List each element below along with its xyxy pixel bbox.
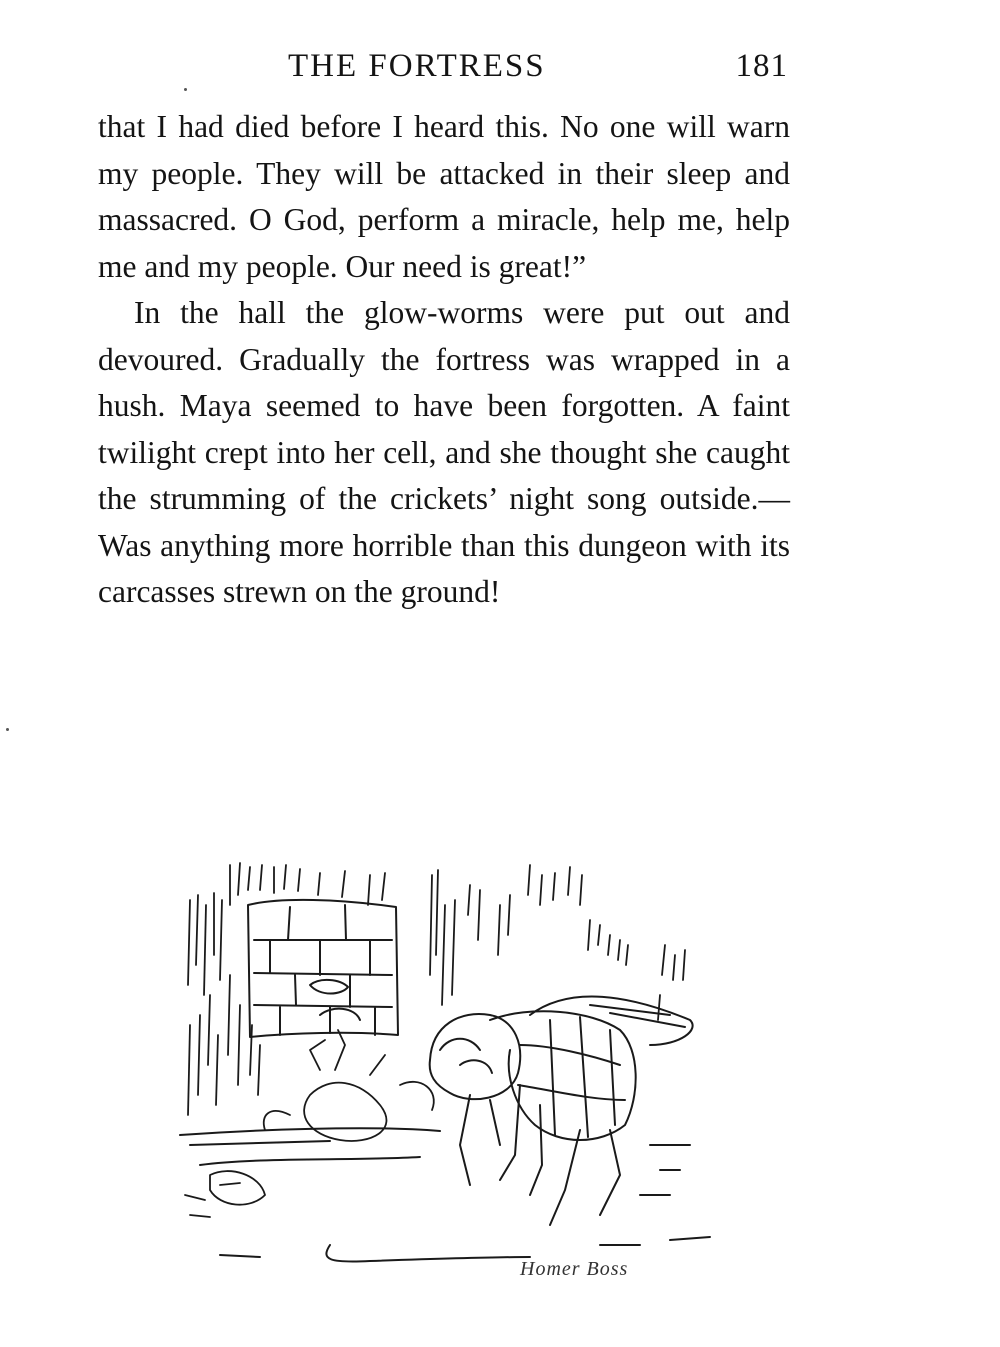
paragraph: In the hall the glow-worms were put out and devoured. Gradually the fortress was wrapped in a hush. Maya seemed to have been forgotten. A faint twilight crept into her cell, and she thought she caught the strumming of the crickets’ night song outside.—Was anything more horrible than this dungeon with its carcasses strewn on the ground! (98, 295, 790, 609)
page-number: 181 (735, 48, 788, 84)
wall-hatching (188, 863, 685, 1115)
illustration (170, 845, 750, 1285)
dungeon-window (248, 900, 398, 1037)
carcasses (185, 1030, 434, 1217)
print-speck (6, 728, 9, 731)
running-head (98, 48, 790, 92)
running-title: THE FORTRESS (288, 48, 546, 84)
artist-signature: Homer Boss (520, 1258, 629, 1280)
print-speck (184, 88, 187, 91)
fly-in-dungeon-drawing (170, 845, 750, 1285)
paragraph: that I had died before I heard this. No one will warn my people. They will be attacked in their sleep and massacred. O God, perform a miracle, help me, help me and my people. Our need is great!” (98, 109, 790, 284)
fly (430, 996, 693, 1225)
floor (180, 1128, 710, 1245)
signature-line (326, 1245, 530, 1262)
body-text (98, 104, 790, 616)
